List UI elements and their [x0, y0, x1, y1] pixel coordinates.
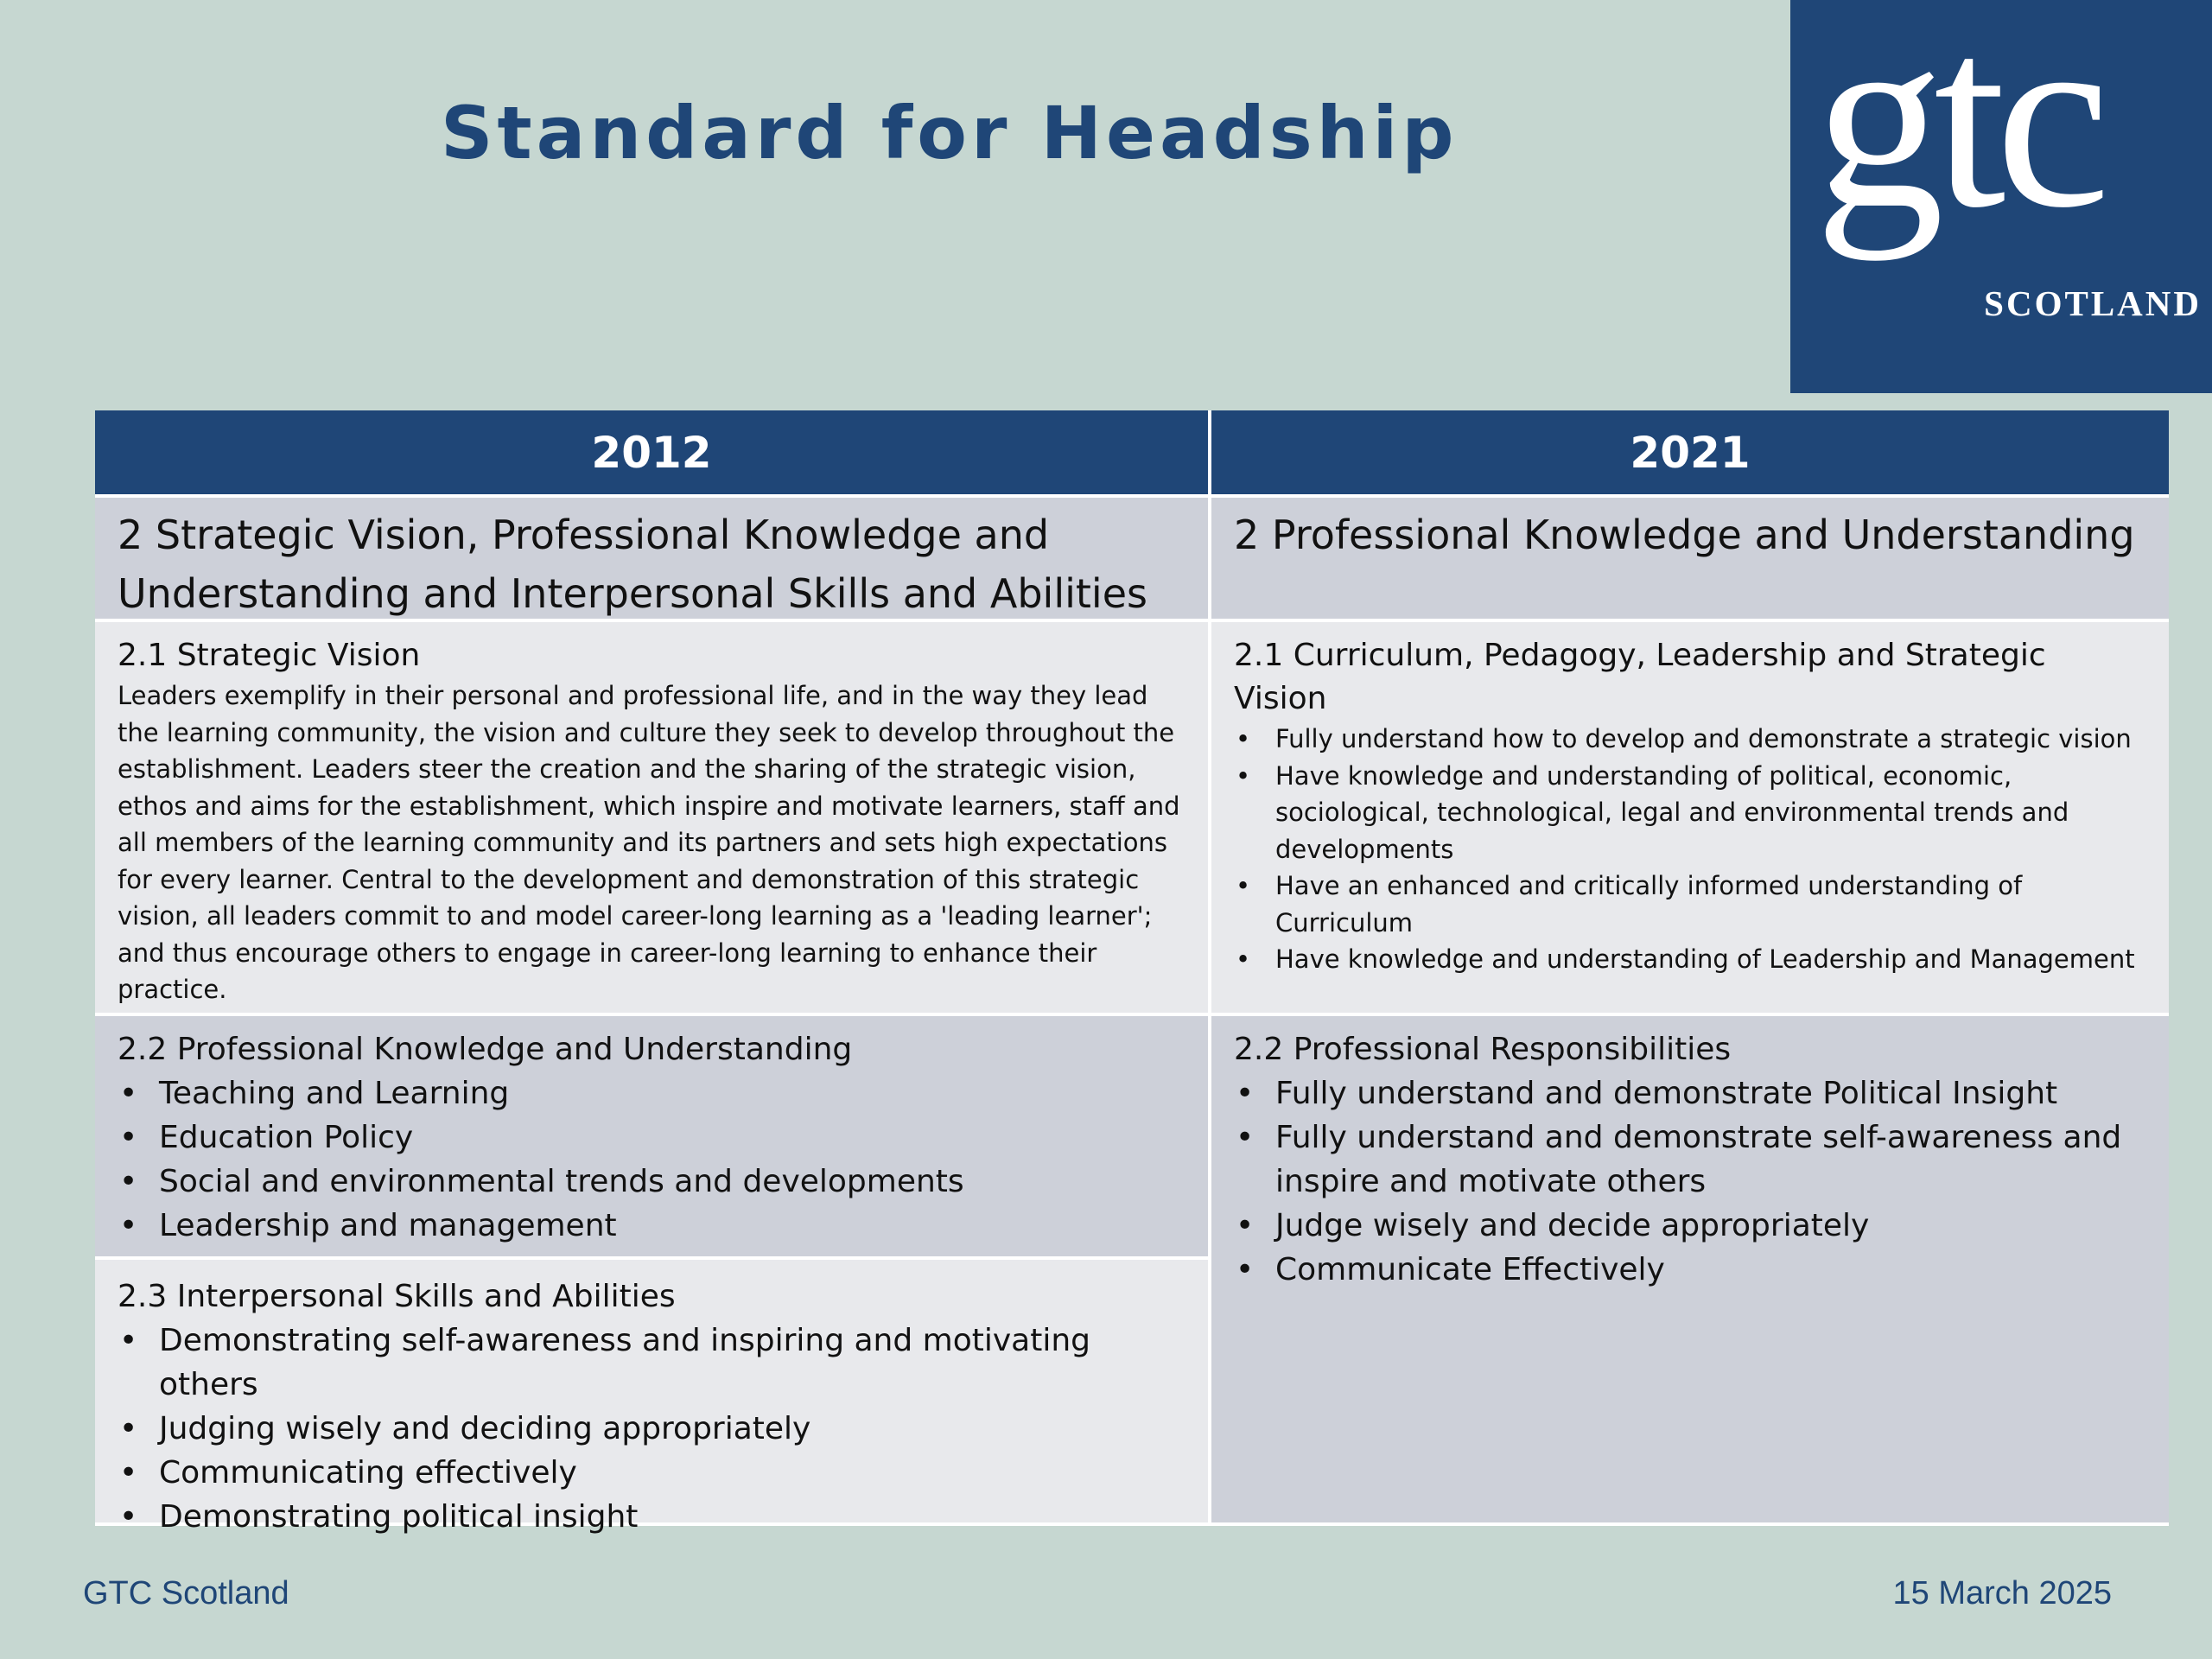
right-2-2-title: 2.2 Professional Responsibilities [1234, 1032, 1732, 1067]
left-section-cell [95, 498, 1208, 619]
right-section-title: 2 Professional Knowledge and Understanding [1234, 512, 2135, 558]
left-2-2-list [118, 1071, 1185, 1248]
left-2-3-list [118, 1319, 1185, 1539]
list-item: • Communicate Effectively [1234, 1248, 2146, 1292]
list-item: • Fully understand and demonstrate Political Insight [1234, 1071, 2146, 1116]
right-section-cell [1211, 498, 2169, 619]
list-item: • Have an enhanced and critically informed understanding of Curriculum [1234, 868, 2146, 941]
left-section-title: 2 Strategic Vision, Professional Knowledge and Understanding and Interpersonal Skills and Abilities [118, 512, 1147, 617]
list-item: • Social and environmental trends and developments [118, 1160, 1185, 1204]
list-item: • Education Policy [118, 1116, 1185, 1160]
right-subsection-2-1 [1211, 622, 2169, 1013]
left-subsection-2-1 [95, 622, 1208, 1013]
list-item: • Fully understand how to develop and demonstrate a strategic vision [1234, 721, 2146, 758]
left-2-1-text: Leaders exemplify in their personal and professional life, and in the way they lead the learning community, the vision and culture they seek to develop throughout the establishment. Leaders steer the creation and the sharing of the strategic vision, ethos and aims for the establishment, which inspire and motivate learners, staff and all members of the learning community and its partners and sets high expectations for every learner. Central to the development and demonstration of this strategic vision, all leaders commit to and model career-long learning as a 'leading learner'; and thus encourage others to engage in career-long learning to enhance their practice. [118, 681, 1180, 1004]
logo-subtitle: SCOTLAND [1984, 283, 2202, 323]
list-item: • Communicating effectively [118, 1451, 1185, 1495]
list-item: • Have knowledge and understanding of political, economic, sociological, technological, legal and environmental trends and developments [1234, 758, 2146, 868]
right-subsection-2-2 [1211, 1016, 2169, 1522]
right-2-1-title: 2.1 Curriculum, Pedagogy, Leadership and Strategic Vision [1234, 638, 2046, 716]
left-2-1-title: 2.1 Strategic Vision [118, 638, 421, 673]
column-header-2021: 2021 [1211, 410, 2169, 494]
left-2-3-title: 2.3 Interpersonal Skills and Abilities [118, 1279, 676, 1314]
right-2-2-list [1234, 1071, 2146, 1292]
left-2-2-title: 2.2 Professional Knowledge and Understanding [118, 1032, 853, 1067]
footer-date: 15 March 2025 [1892, 1575, 2112, 1611]
list-item: • Judging wisely and deciding appropriately [118, 1407, 1185, 1451]
list-item: • Teaching and Learning [118, 1071, 1185, 1116]
right-2-1-list [1234, 721, 2146, 978]
list-item: • Leadership and management [118, 1204, 1185, 1248]
logo-wordmark: gtc [1815, 0, 2101, 261]
list-item: • Demonstrating self-awareness and inspiring and motivating others [118, 1319, 1185, 1407]
slide-title: Standard for Headship [441, 91, 1459, 175]
list-item: • Demonstrating political insight [118, 1495, 1185, 1539]
list-item: • Have knowledge and understanding of Leadership and Management [1234, 941, 2146, 978]
column-header-2012: 2012 [95, 410, 1208, 494]
gtc-scotland-logo [1790, 0, 2212, 393]
left-subsection-2-2 [95, 1016, 1208, 1256]
list-item: • Fully understand and demonstrate self-awareness and inspire and motivate others [1234, 1116, 2146, 1204]
comparison-table [95, 410, 2169, 1535]
list-item: • Judge wisely and decide appropriately [1234, 1204, 2146, 1248]
left-subsection-2-3 [95, 1260, 1208, 1535]
footer-organization: GTC Scotland [83, 1575, 289, 1611]
